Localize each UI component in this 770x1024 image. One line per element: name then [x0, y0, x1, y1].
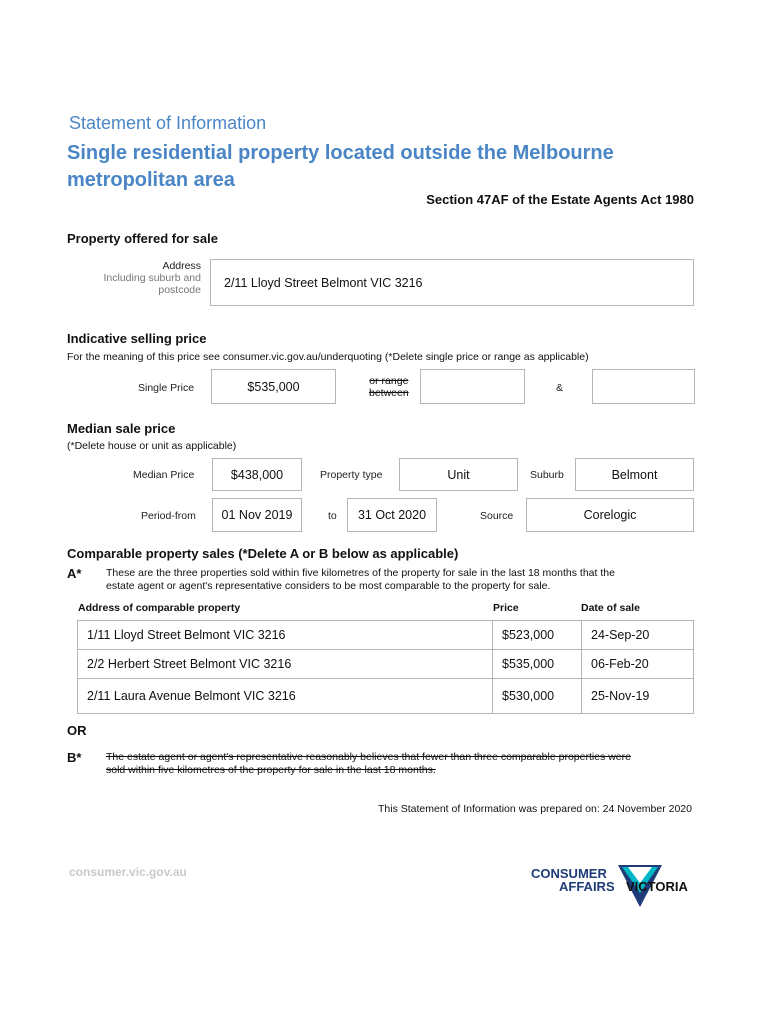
- option-b-marker: B*: [67, 750, 82, 765]
- section-reference: Section 47AF of the Estate Agents Act 1980: [426, 192, 694, 207]
- property-type-label: Property type: [320, 469, 383, 481]
- comparable-date-cell[interactable]: 24-Sep-20: [582, 621, 694, 650]
- single-price-field[interactable]: $535,000: [211, 369, 336, 404]
- prepared-on-text: This Statement of Information was prepared on: 24 November 2020: [377, 803, 692, 815]
- suburb-field[interactable]: Belmont: [575, 458, 694, 491]
- median-price-field[interactable]: $438,000: [212, 458, 302, 491]
- or-range-line2: between: [369, 387, 409, 399]
- col-header-date: Date of sale: [581, 602, 640, 614]
- comparable-address-cell[interactable]: 1/11 Lloyd Street Belmont VIC 3216: [78, 621, 493, 650]
- main-heading: Single residential property located outside the Melbourne metropolitan area: [67, 142, 614, 191]
- logo-text-affairs: AFFAIRS: [559, 879, 615, 894]
- option-a-text: [106, 567, 615, 593]
- period-to-label: to: [328, 510, 337, 522]
- ampersand-label: &: [556, 382, 564, 394]
- table-row: [78, 679, 694, 714]
- period-from-label: Period-from: [141, 510, 196, 522]
- consumer-affairs-victoria-logo: [531, 863, 701, 911]
- comparable-date-cell[interactable]: 25-Nov-19: [582, 679, 694, 714]
- option-b-text-line1: The estate agent or agent's representative reasonably believes that fewer than three comparable properties were: [106, 751, 631, 763]
- or-range-line1: or range: [369, 375, 409, 387]
- option-a-marker: A*: [67, 566, 82, 581]
- address-field[interactable]: 2/11 Lloyd Street Belmont VIC 3216: [210, 259, 694, 306]
- property-offered-heading: Property offered for sale: [67, 231, 218, 246]
- comparable-price-cell[interactable]: $523,000: [493, 621, 582, 650]
- address-label-line3: postcode: [158, 284, 201, 296]
- median-price-heading: Median sale price: [67, 421, 176, 436]
- or-separator: OR: [67, 723, 87, 738]
- document-title: Statement of Information: [69, 113, 267, 133]
- range-low-field[interactable]: [420, 369, 525, 404]
- col-header-price: Price: [493, 602, 519, 614]
- property-type-field[interactable]: Unit: [399, 458, 518, 491]
- comparable-address-cell[interactable]: 2/11 Laura Avenue Belmont VIC 3216: [78, 679, 493, 714]
- table-row: [78, 621, 694, 650]
- indicative-price-note: For the meaning of this price see consumer.vic.gov.au/underquoting (*Delete single price or range as applicable): [67, 351, 589, 363]
- comparable-price-cell[interactable]: $530,000: [493, 679, 582, 714]
- median-price-label: Median Price: [133, 469, 195, 481]
- single-price-label: Single Price: [138, 382, 195, 394]
- comparable-price-cell[interactable]: $535,000: [493, 650, 582, 679]
- indicative-price-heading: Indicative selling price: [67, 331, 207, 346]
- source-label: Source: [480, 510, 514, 522]
- address-label-line2: Including suburb and: [103, 272, 201, 284]
- source-field[interactable]: Corelogic: [526, 498, 694, 532]
- median-price-note: (*Delete house or unit as applicable): [67, 440, 237, 452]
- period-from-field[interactable]: 01 Nov 2019: [212, 498, 302, 532]
- option-a-text-line2: estate agent or agent's representative considers to be most comparable to the property for sale.: [106, 580, 551, 592]
- comparable-sales-heading: Comparable property sales (*Delete A or B below as applicable): [67, 546, 459, 561]
- table-row: [78, 650, 694, 679]
- address-label: [104, 260, 202, 296]
- footer-url[interactable]: consumer.vic.gov.au: [69, 865, 187, 879]
- suburb-label: Suburb: [530, 469, 564, 481]
- logo-text-consumer: CONSUMER: [531, 866, 607, 881]
- range-high-field[interactable]: [592, 369, 695, 404]
- period-to-field[interactable]: 31 Oct 2020: [347, 498, 437, 532]
- comparable-sales-table: [77, 620, 694, 714]
- comparable-date-cell[interactable]: 06-Feb-20: [582, 650, 694, 679]
- comparable-address-cell[interactable]: 2/2 Herbert Street Belmont VIC 3216: [78, 650, 493, 679]
- option-b-text-line2: sold within five kilometres of the property for sale in the last 18 months.: [106, 764, 436, 776]
- logo-text-victoria: VICTORIA: [626, 879, 688, 894]
- option-a-text-line1: These are the three properties sold within five kilometres of the property for sale in the last 18 months that the: [106, 567, 615, 579]
- col-header-address: Address of comparable property: [78, 602, 241, 614]
- option-b-text: [106, 751, 631, 777]
- address-label-line1: Address: [162, 260, 201, 272]
- or-range-label: [369, 375, 409, 399]
